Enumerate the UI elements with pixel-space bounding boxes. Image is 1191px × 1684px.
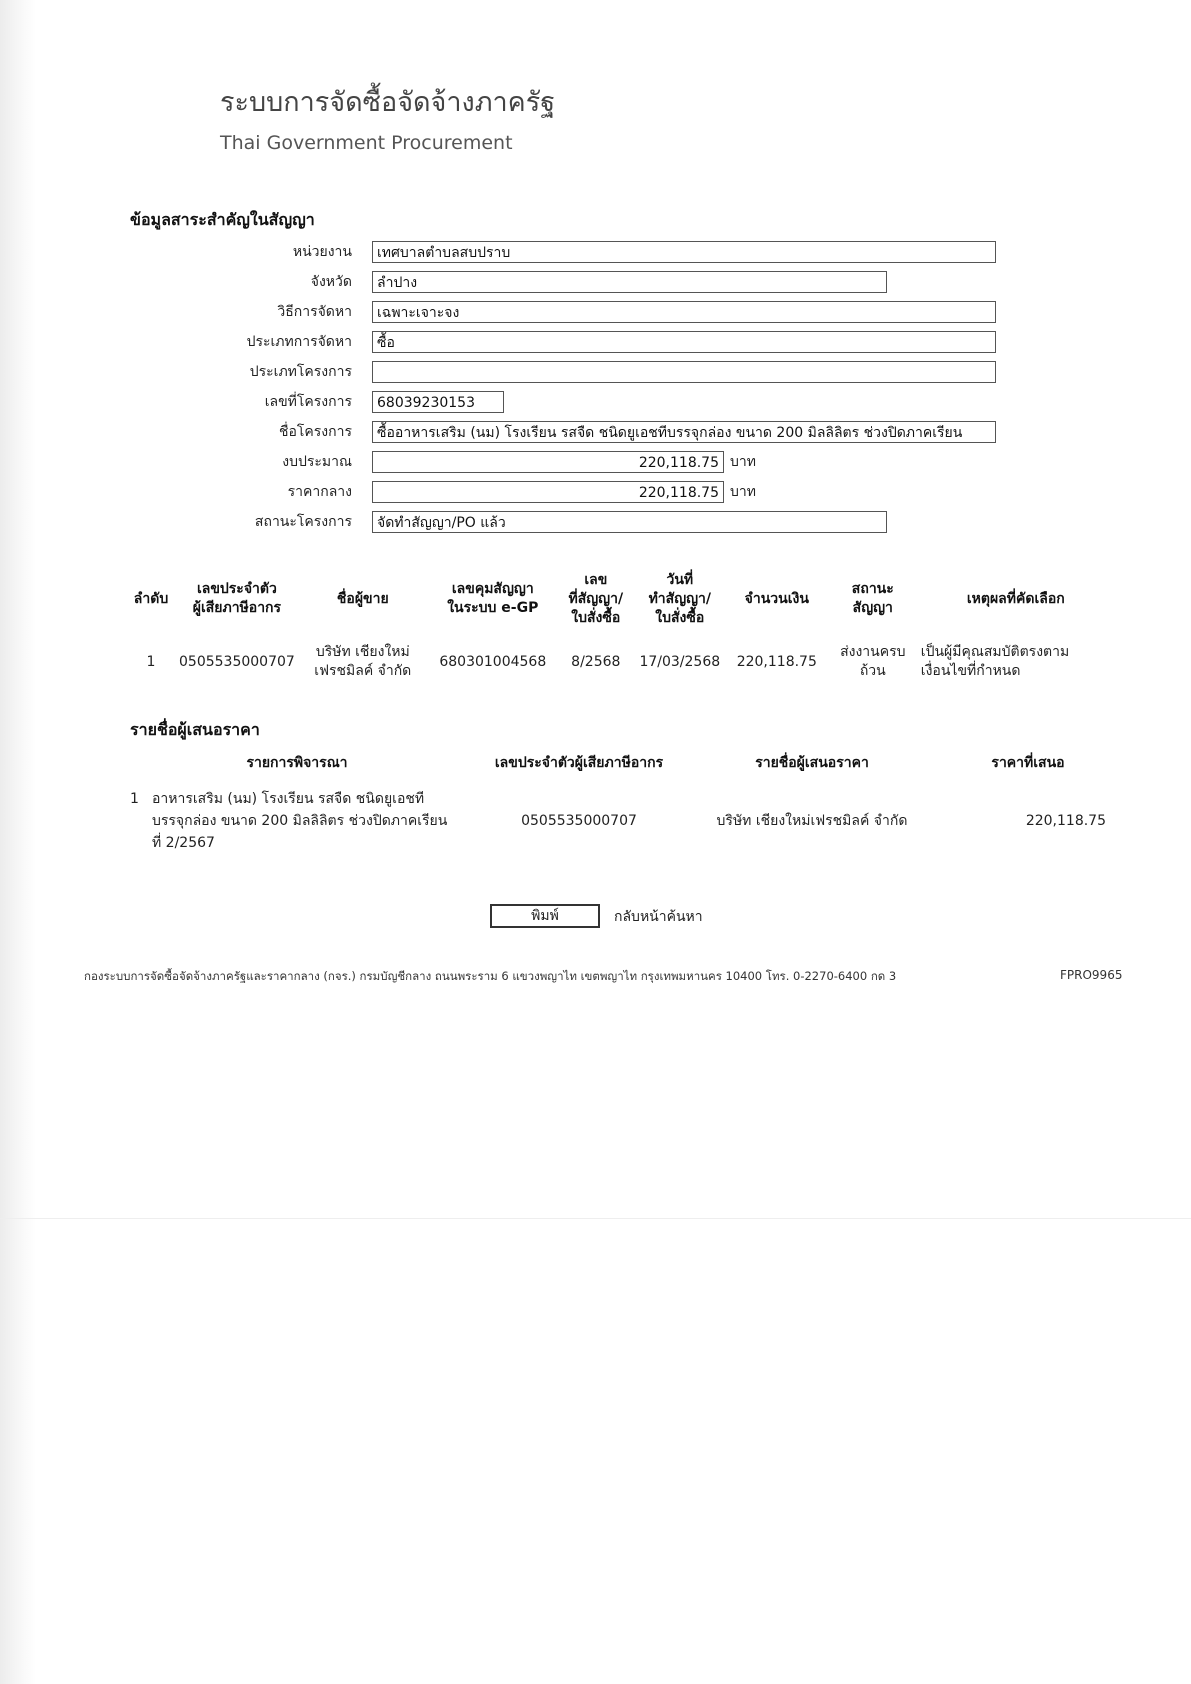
col-no: ลำดับ	[133, 590, 169, 607]
summary-heading: ข้อมูลสาระสำคัญในสัญญา	[130, 210, 315, 229]
field-label-budget: งบประมาณ	[282, 454, 352, 470]
bidder-name-cell: บริษัท เชียงใหม่เฟรชมิลค์ จำกัด	[716, 813, 908, 829]
col-item: รายการพิจารณา	[246, 755, 348, 771]
field-label-project-number: เลขที่โครงการ	[264, 394, 352, 410]
col-seller: ชื่อผู้ขาย	[336, 590, 389, 607]
system-subtitle: Thai Government Procurement	[220, 132, 513, 154]
form-code: FPRO9965	[1060, 968, 1123, 982]
scan-edge-shading	[0, 0, 36, 1684]
bid-price-cell: 220,118.75	[1025, 813, 1106, 829]
bidder-tax-id-cell: 0505535000707	[521, 813, 637, 829]
contract-row	[126, 636, 1114, 688]
bidders-header-row	[126, 752, 1122, 788]
print-button[interactable]: พิมพ์	[490, 904, 600, 928]
bidders-heading: รายชื่อผู้เสนอราคา	[130, 720, 260, 739]
col-amount: จำนวนเงิน	[744, 590, 809, 607]
contracts-header-row	[126, 562, 1114, 636]
field-value-province: ลำปาง	[372, 271, 887, 293]
col-status: สถานะ สัญญา	[851, 581, 894, 616]
field-label-procurement-type: ประเภทการจัดหา	[246, 334, 352, 350]
bidder-item-text: อาหารเสริม (นม) โรงเรียน รสจืด ชนิดยูเอชที บรรจุกล่อง ขนาด 200 มิลลิลิตร ช่วงปิดภาคเรียน ที่ 2/2567	[152, 791, 448, 851]
contract-number-cell: 8/2568	[571, 653, 621, 670]
col-reason: เหตุผลที่คัดเลือก	[966, 590, 1065, 607]
col-bid-price: ราคาที่เสนอ	[991, 755, 1065, 771]
field-label-project-type: ประเภทโครงการ	[249, 364, 352, 380]
field-value-project-status: จัดทำสัญญา/PO แล้ว	[372, 511, 887, 533]
col-egp-no: เลขคุมสัญญา ในระบบ e-GP	[447, 581, 539, 616]
contract-egp-cell: 680301004568	[439, 653, 547, 670]
bidder-item-cell	[126, 788, 468, 854]
contract-status-cell: ส่งงานครบ ถ้วน	[840, 644, 906, 679]
contract-amount-cell: 220,118.75	[736, 653, 817, 670]
bidder-row-number: 1	[130, 791, 139, 807]
field-label-province: จังหวัด	[310, 274, 352, 290]
field-value-procurement-type: ซื้อ	[372, 331, 996, 353]
contract-reason-cell: เป็นผู้มีคุณสมบัติตรงตาม เงื่อนไขที่กำหนด	[920, 644, 1070, 679]
contracts-table	[126, 562, 1114, 688]
field-value-project-number: 68039230153	[372, 391, 504, 413]
col-bidder-name: รายชื่อผู้เสนอราคา	[755, 755, 869, 771]
field-value-budget: 220,118.75	[372, 451, 724, 473]
contract-no-cell: 1	[146, 653, 156, 670]
field-label-method: วิธีการจัดหา	[277, 304, 352, 320]
field-value-method: เฉพาะเจาะจง	[372, 301, 996, 323]
bidder-row	[126, 788, 1122, 854]
system-title: ระบบการจัดซื้อจัดจ้างภาครัฐ	[220, 87, 556, 118]
col-bidder-tax-id: เลขประจำตัวผู้เสียภาษีอากร	[494, 755, 664, 771]
scan-fold-line	[0, 1218, 1191, 1219]
col-contract-no: เลข ที่สัญญา/ ใบสั่งซื้อ	[568, 571, 624, 626]
field-label-project-name: ชื่อโครงการ	[278, 424, 352, 440]
field-label-project-status: สถานะโครงการ	[254, 514, 352, 530]
field-value-project-name: ซื้ออาหารเสริม (นม) โรงเรียน รสจืด ชนิดยูเอชทีบรรจุกล่อง ขนาด 200 มิลลิลิตร ช่วงปิดภาคเรียน	[372, 421, 996, 443]
contract-tax-id-cell: 0505535000707	[179, 653, 295, 670]
field-label-median-price: ราคากลาง	[287, 484, 352, 500]
contract-seller-cell: บริษัท เชียงใหม่ เฟรชมิลค์ จำกัด	[314, 644, 412, 679]
bidders-table	[126, 752, 1122, 854]
footer-address: กองระบบการจัดซื้อจัดจ้างภาครัฐและราคากลาง (กจร.) กรมบัญชีกลาง ถนนพระราม 6 แขวงพญาไท เขตพญาไท กรุงเทพมหานคร 10400 โทร. 0-2270-6400 กด 3	[84, 969, 897, 983]
contract-date-cell: 17/03/2568	[639, 653, 721, 670]
median-price-unit: บาท	[730, 484, 756, 500]
col-tax-id: เลขประจำตัว ผู้เสียภาษีอากร	[192, 581, 282, 616]
field-value-agency: เทศบาลตำบลสบปราบ	[372, 241, 996, 263]
col-date: วันที่ ทำสัญญา/ ใบสั่งซื้อ	[648, 571, 712, 626]
field-value-median-price: 220,118.75	[372, 481, 724, 503]
budget-unit: บาท	[730, 454, 756, 470]
field-value-project-type	[372, 361, 996, 383]
back-to-search-link[interactable]: กลับหน้าค้นหา	[614, 909, 703, 925]
field-label-agency: หน่วยงาน	[292, 244, 352, 260]
